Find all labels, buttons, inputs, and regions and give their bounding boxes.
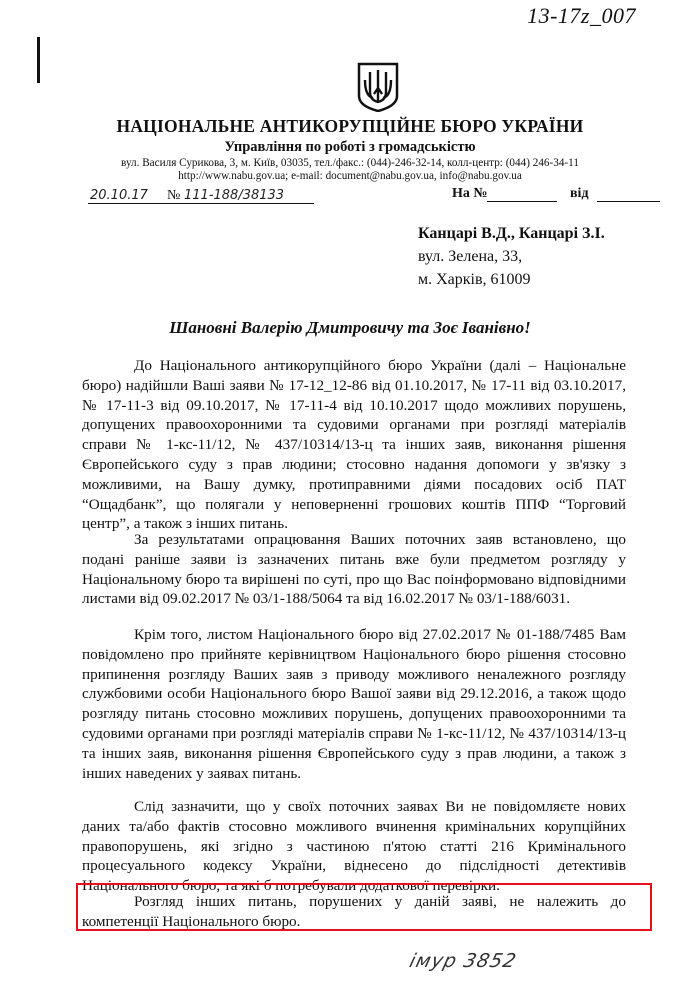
paragraph-1: До Національного антикорупційного бюро України (далі – Національне бюро) надійшли Ваші заяви № 17-12_12-86 від 01.10.2017, № 17-11 від 03.10.2017, № 17-11-3 від 09.10.2017, № 17-11-4 від 10.10.2017 щодо можливих порушень, допущених правоохоронними та судовими органами при розгляді матеріалів справи № 1-кс-11/12, № 437/10314/13-ц та інших заяв, виконання рішення Європейського суду з прав людини; стосовно надання допомоги у зв'язку з можливими, на Вашу думку, протиправними діями посадових осіб ПАТ “Ощадбанк”, що полягали у неповерненні грошових коштів ППФ “Торговий центр”, а також з інших питань.	[82, 357, 626, 533]
paragraph-3: Крім того, листом Національного бюро від 27.02.2017 № 01-188/7485 Вам повідомлено про прийняте керівництвом Національного бюро рішення стосовно припинення розгляду Ваших заяв з приводу можливого неналежного розгляду службовими особи Національного бюро Вашої заяви від 29.12.2016, а також щодо розгляду питань стосовно можливих порушень, допущених правоохоронними та судовими органами при розгляді матеріалів справи № 1-кс-11/12, № 437/10314/13-ц та інших заяв, виконання рішення Європейського суду з прав людини, а також з інших наведених у заявах питань.	[82, 626, 626, 782]
registration-number-label: №	[167, 188, 181, 203]
margin-mark	[37, 37, 40, 83]
recipient-names: Канцарі В.Д., Канцарі З.І.	[418, 225, 605, 242]
handwritten-mark: імур 3852	[407, 950, 520, 972]
in-reply-blank	[487, 201, 557, 202]
highlight-box	[76, 883, 652, 931]
organization-name: НАЦІОНАЛЬНЕ АНТИКОРУПЦІЙНЕ БЮРО УКРАЇНИ	[116, 116, 584, 136]
contact-web: http://www.nabu.gov.ua; e-mail: document@nabu.gov.ua, info@nabu.gov.ua	[178, 170, 522, 182]
salutation: Шановні Валерію Дмитровичу та Зоє Іванівно!	[169, 318, 531, 337]
recipient-street: вул. Зелена, 33,	[418, 248, 523, 265]
paragraph-5: Розгляд інших питань, порушених у даній заяві, не належить до компетенції Національного бюро.	[82, 893, 626, 930]
registration-underline	[88, 203, 314, 204]
registration-date: 20.10.17	[90, 188, 148, 203]
trident-icon	[355, 62, 401, 112]
recipient-city: м. Харків, 61009	[418, 271, 531, 288]
registration-number: 111-188/38133	[184, 188, 285, 203]
paragraph-4: Слід зазначити, що у своїх поточних заявах Ви не повідомляєте нових даних та/або фактів стосовно можливого вчинення кримінальних корупційних правопорушень, які згідно з частиною п'ятою статті 216 Кримінального процесуального кодексу України, віднесено до підслідності детективів Національного бюро, та які б потребували додаткової перевірки.	[82, 798, 626, 895]
from-label: від	[570, 186, 589, 201]
department-name: Управління по роботі з громадськістю	[224, 139, 476, 155]
paragraph-2: За результатами опрацювання Ваших поточних заяв встановлено, що подані раніше заяви із зазначених питань вже були предметом розгляду у Національному бюро та вирішені по суті, про що Вас поінформовано відповідними листами від 09.02.2017 № 03/1-188/5064 та від 16.02.2017 № 03/1-188/6031.	[82, 531, 626, 608]
contact-address: вул. Василя Сурикова, 3, м. Київ, 03035, тел./факс.: (044)-246-32-14, колл-центр: (044) 246-34-11	[121, 157, 579, 169]
document-code: 13-17z_007	[527, 3, 636, 28]
in-reply-label: На №	[452, 186, 488, 201]
from-blank	[597, 201, 660, 202]
